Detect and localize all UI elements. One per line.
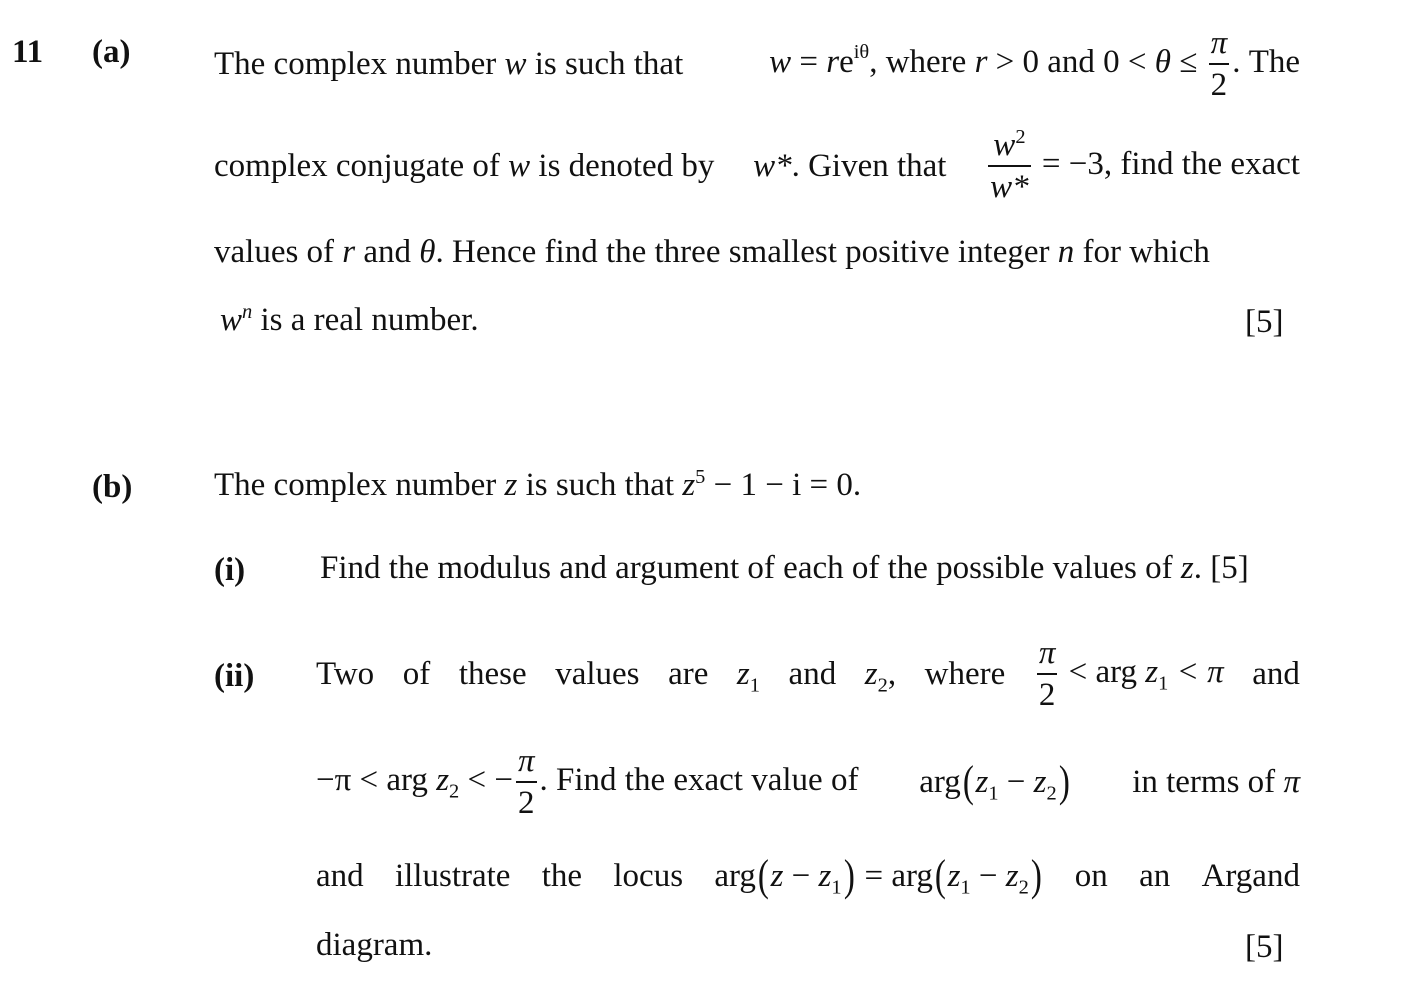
sub-part-ii-line-2: −π < arg $z_2$ < − $\frac{\pi}{2}$ . Find the exact value of $arg(z_1 - z_2)$ in terms of π xyxy=(316,742,1300,821)
part-a-line-1 xyxy=(214,24,1300,104)
text: , where xyxy=(869,43,975,80)
word: these xyxy=(458,655,527,692)
word: values xyxy=(555,655,640,692)
text: The complex number xyxy=(214,467,505,503)
text: = xyxy=(791,43,827,80)
exponent-n: n xyxy=(242,301,253,323)
text: −π < arg xyxy=(316,761,437,798)
part-a-label: (a) xyxy=(92,34,131,70)
text: . Find the exact value of xyxy=(539,761,859,798)
fraction-w2-over-wstar: $\frac{w^2}{w*}$ xyxy=(990,125,1029,205)
var-z: z xyxy=(682,467,696,503)
sub-part-ii-line-4: diagram. xyxy=(316,927,433,963)
exponent: iθ xyxy=(853,40,870,63)
word: and xyxy=(1252,655,1300,692)
text: = −3, find the exact xyxy=(1033,145,1300,182)
text: . xyxy=(852,467,862,503)
var-w: w xyxy=(769,43,792,80)
sub-part-ii-marks: [5] xyxy=(1245,929,1284,965)
text: is a real number. xyxy=(252,302,479,338)
locus-equation: $arg(z - z_1) = arg(z_1 - z_2)$ xyxy=(714,851,1042,900)
equation-rest: − 1 − i = 0 xyxy=(705,467,853,503)
text: . Given that xyxy=(791,147,947,184)
word: are xyxy=(668,655,709,692)
sub-part-i-label: (i) xyxy=(214,552,246,588)
text: Find the modulus and argument of each of the possible values of xyxy=(320,550,1181,586)
var-theta: θ xyxy=(419,234,436,270)
var-z: z xyxy=(504,467,518,503)
var-z1: z xyxy=(736,655,750,692)
text: and xyxy=(355,234,420,270)
var-w: w xyxy=(508,147,531,184)
word: on xyxy=(1074,857,1108,894)
fraction-pi-over-2: $\frac{\pi}{2}$ xyxy=(1210,24,1228,103)
text: The complex number xyxy=(214,45,505,82)
var-r: r xyxy=(826,43,840,80)
part-b-label: (b) xyxy=(92,469,133,505)
part-a-line-3 xyxy=(214,236,1300,269)
var-theta: θ xyxy=(1154,43,1172,80)
text: in terms of xyxy=(1132,763,1284,800)
fraction-pi-over-2: $\frac{\pi}{2}$ xyxy=(1038,634,1056,713)
word: an xyxy=(1139,857,1171,894)
exponent-5: 5 xyxy=(695,466,706,488)
text: complex conjugate of xyxy=(214,147,509,184)
word: of xyxy=(402,655,431,692)
text: for which xyxy=(1074,234,1210,270)
fraction-pi-over-2: $\frac{\pi}{2}$ xyxy=(517,742,535,821)
word: Two xyxy=(316,655,375,692)
var-w: w xyxy=(504,45,527,82)
text: e xyxy=(839,43,854,80)
text: > 0 and 0 < xyxy=(987,43,1155,80)
word: and xyxy=(788,655,837,692)
text: is denoted by xyxy=(530,147,715,184)
sub-part-i-marks: [5] xyxy=(1210,550,1249,586)
sub-part-ii-line-1: Two of these values are $z_1$ and $z_2$, where $\frac{\pi}{2}$ < arg $z_1 < \pi$ and xyxy=(316,634,1300,713)
part-b-intro xyxy=(214,466,862,503)
question-number: 11 xyxy=(12,34,44,70)
sub-part-ii-line-3 xyxy=(316,851,1300,900)
word: and xyxy=(316,857,364,894)
word: locus xyxy=(613,857,684,894)
part-a-line-2 xyxy=(214,126,1300,206)
text: values of xyxy=(214,234,343,270)
text: . xyxy=(1193,550,1202,586)
var-r: r xyxy=(342,234,356,270)
var-z2: z xyxy=(864,655,878,692)
text: . Hence find the three smallest positive integer xyxy=(435,234,1058,270)
var-r: r xyxy=(974,43,988,80)
var-z: z xyxy=(1180,550,1194,586)
text: is such that xyxy=(526,45,684,82)
word: where xyxy=(924,655,1006,692)
part-a-marks: [5] xyxy=(1245,304,1284,340)
text: ≤ xyxy=(1171,43,1206,80)
text: . The xyxy=(1232,43,1300,80)
word: Argand xyxy=(1201,857,1300,894)
w-star: w* xyxy=(753,147,792,184)
sub-part-i-text xyxy=(320,552,1249,585)
word: the xyxy=(541,857,583,894)
text: is such that xyxy=(517,467,683,503)
var-n: n xyxy=(1057,234,1075,270)
sub-part-ii-label: (ii) xyxy=(214,658,255,694)
word: illustrate xyxy=(394,857,511,894)
part-a-line-4 xyxy=(220,301,479,338)
var-w: w xyxy=(220,302,243,338)
